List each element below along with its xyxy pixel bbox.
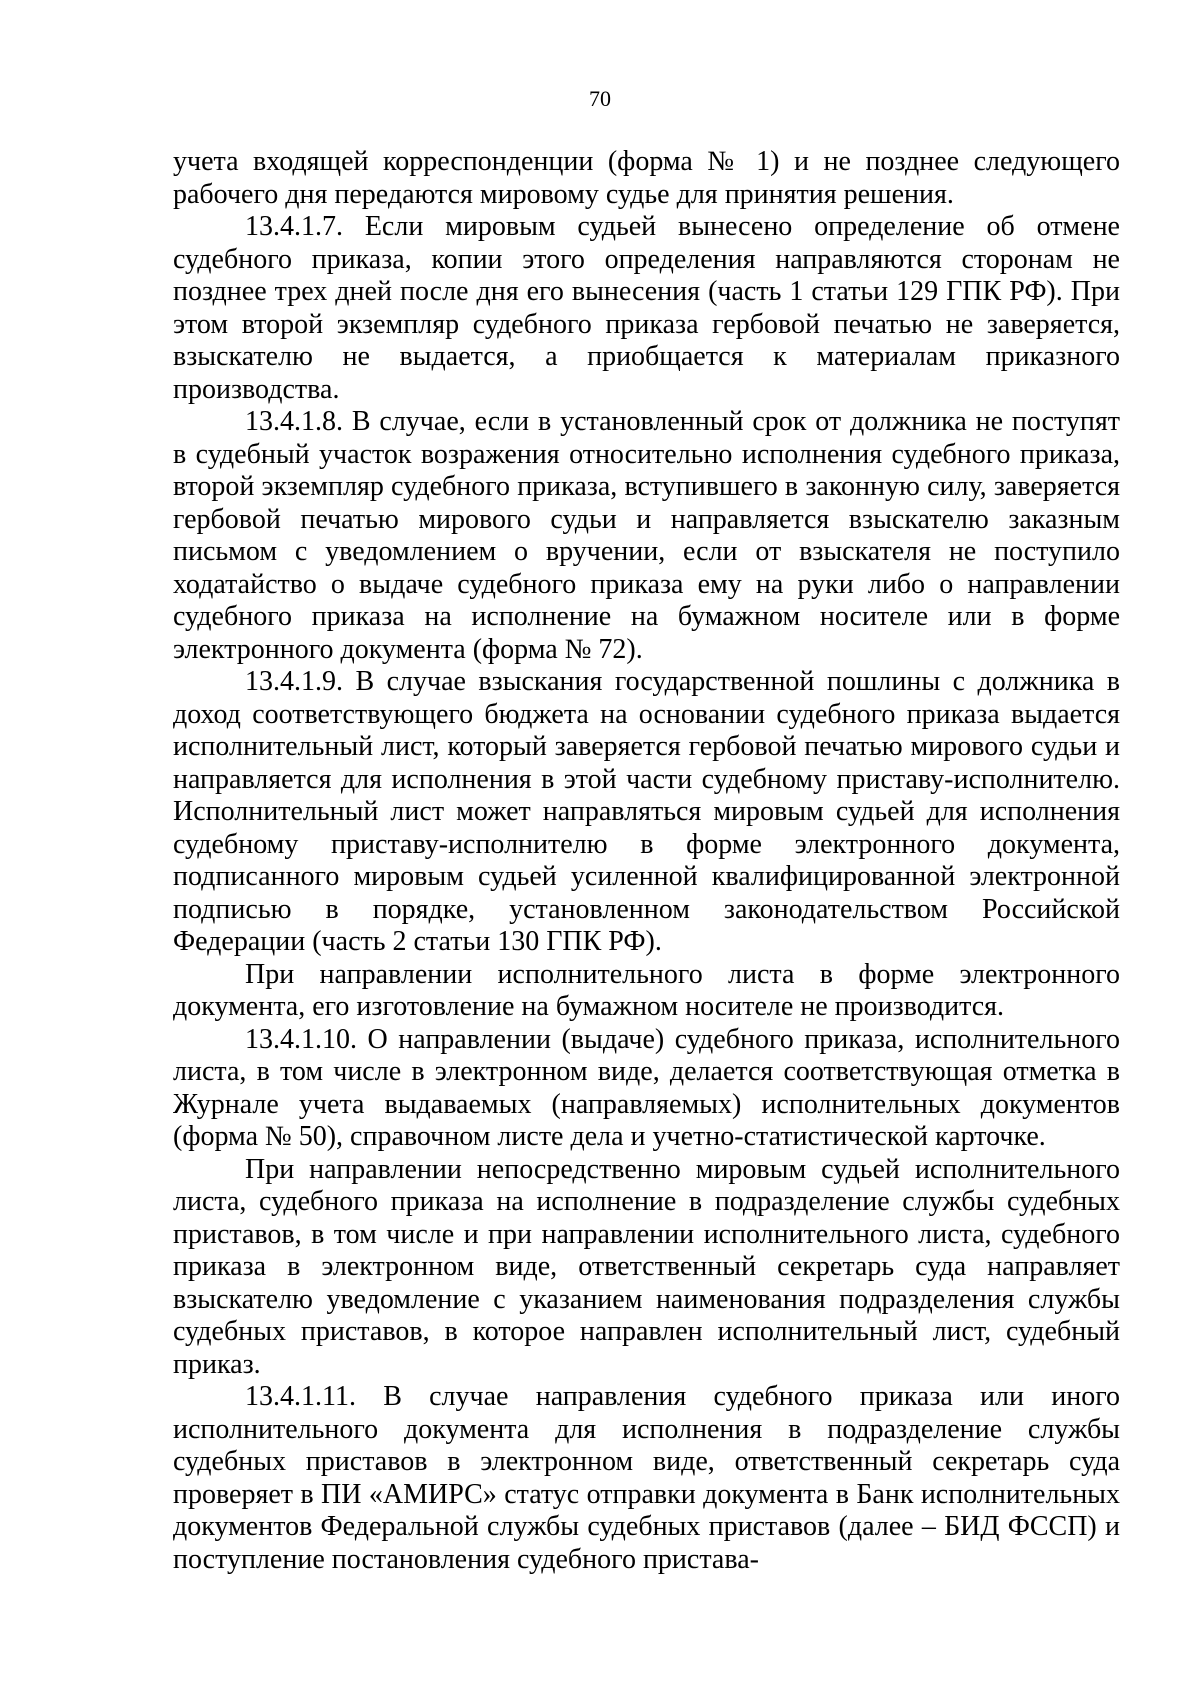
paragraph: 13.4.1.8. В случае, если в установленный срок от должника не поступят в судебный участок возражения относительно исполнения судебного приказа, второй экземпляр судебного приказа, вступившего в законную силу, заверяется гербовой печатью мирового судьи и направляется взыскателю заказным письмом с уведомлением о вручении, если от взыскателя не поступило ходатайство о выдаче судебного приказа ему на руки либо о направлении судебного приказа на исполнение на бумажном носителе или в форме электронного документа (форма № 72). bbox=[173, 406, 1120, 665]
paragraph: 13.4.1.7. Если мировым судьей вынесено определение об отмене судебного приказа, копии этого определения направляются сторонам не позднее трех дней после дня его вынесения (часть 1 статьи 129 ГПК РФ). При этом второй экземпляр судебного приказа гербовой печатью не заверяется, взыскателю не выдается, а приобщается к материалам приказного производства. bbox=[173, 211, 1120, 405]
paragraph: 13.4.1.10. О направлении (выдаче) судебного приказа, исполнительного листа, в том числе в электронном виде, делается соответствующая отметка в Журнале учета выдаваемых (направляемых) исполнительных документов (форма № 50), справочном листе дела и учетно-статистической карточке. bbox=[173, 1023, 1120, 1152]
paragraph: При направлении исполнительного листа в форме электронного документа, его изготовление на бумажном носителе не производится. bbox=[173, 958, 1120, 1022]
page-number: 70 bbox=[589, 86, 611, 111]
paragraph: При направлении непосредственно мировым судьей исполнительного листа, судебного приказа на исполнение в подразделение службы судебных приставов, в том числе и при направлении исполнительного листа, судебного приказа в электронном виде, ответственный секретарь суда направляет взыскателю уведомление с указанием наименования подразделения службы судебных приставов, в которое направлен исполнительный лист, судебный приказ. bbox=[173, 1153, 1120, 1380]
document-body bbox=[173, 146, 1120, 1576]
paragraph: 13.4.1.9. В случае взыскания государственной пошлины с должника в доход соответствующего бюджета на основании судебного приказа выдается исполнительный лист, который заверяется гербовой печатью мирового судьи и направляется для исполнения в этой части судебному приставу-исполнителю. Исполнительный лист может направляться мировым судьей для исполнения судебному приставу-исполнителю в форме электронного документа, подписанного мировым судьей усиленной квалифицированной электронной подписью в порядке, установленном законодательством Российской Федерации (часть 2 статьи 130 ГПК РФ). bbox=[173, 666, 1120, 957]
paragraph: учета входящей корреспонденции (форма № 1) и не позднее следующего рабочего дня передаются мировому судье для принятия решения. bbox=[173, 146, 1120, 210]
paragraph: 13.4.1.11. В случае направления судебного приказа или иного исполнительного документа для исполнения в подразделение службы судебных приставов в электронном виде, ответственный секретарь суда проверяет в ПИ «АМИРС» статус отправки документа в Банк исполнительных документов Федеральной службы судебных приставов (далее – БИД ФССП) и поступление постановления судебного пристава- bbox=[173, 1381, 1120, 1575]
